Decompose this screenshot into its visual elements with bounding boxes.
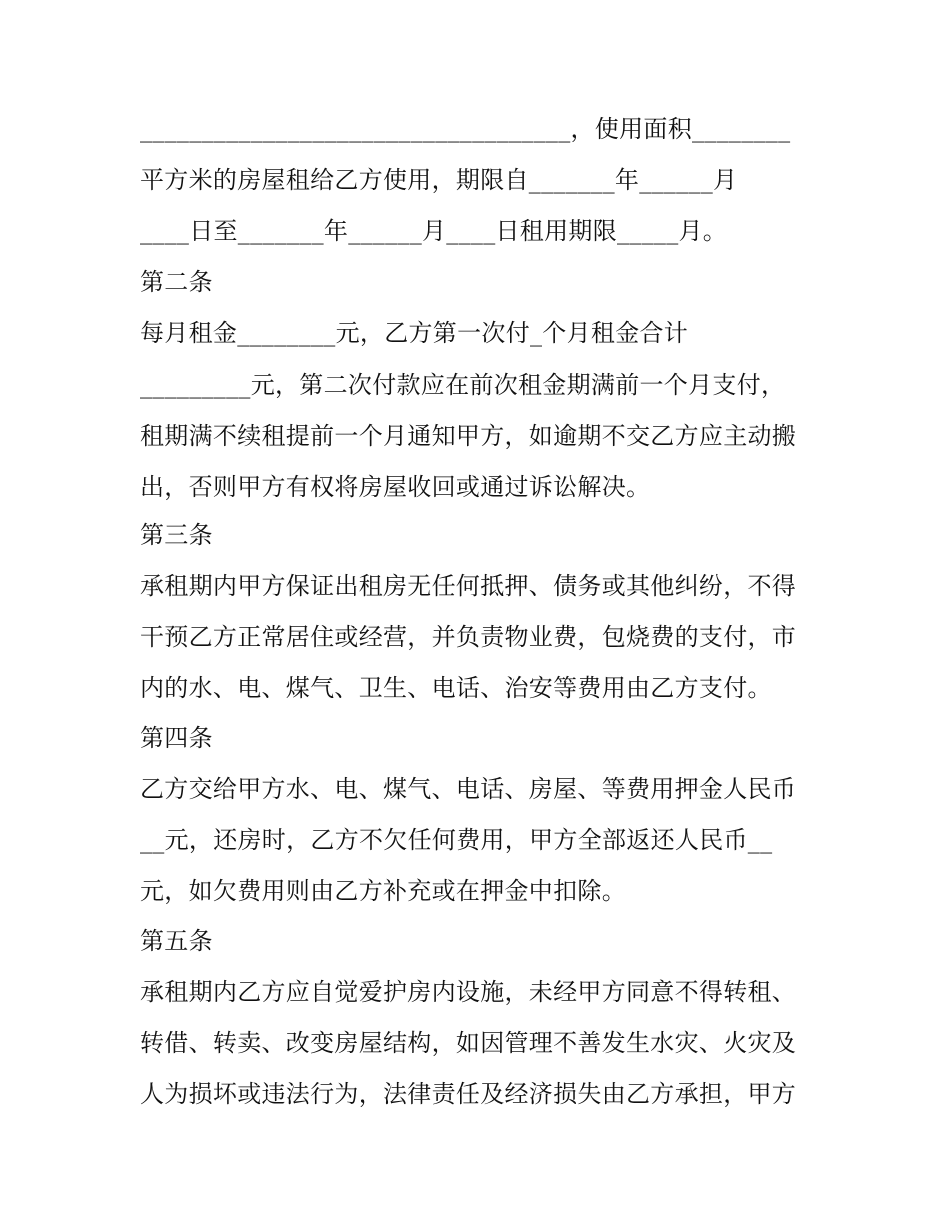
article-heading: 第五条 bbox=[140, 927, 213, 955]
text-line: _________元，第二次付款应在前次租金期满前一个月支付， bbox=[140, 371, 786, 399]
text-line: ____日至_______年______月____日租用期限_____月。 bbox=[140, 217, 728, 245]
text-line: 干预乙方正常居住或经营，并负责物业费，包烧费的支付，市 bbox=[140, 623, 797, 651]
text-line: 承租期内乙方应自觉爱护房内设施，未经甲方同意不得转租、 bbox=[140, 978, 797, 1006]
text-line: __元，还房时，乙方不欠任何费用，甲方全部返还人民币__ bbox=[140, 826, 773, 854]
text-line: 内的水、电、煤气、卫生、电话、治安等费用由乙方支付。 bbox=[140, 674, 772, 702]
text-line: 平方米的房屋租给乙方使用，期限自_______年______月 bbox=[140, 166, 738, 194]
text-line: 出，否则甲方有权将房屋收回或通过诉讼解决。 bbox=[140, 473, 651, 501]
text-line: ___________________________________，使用面积________ bbox=[140, 115, 791, 143]
article-heading: 第四条 bbox=[140, 724, 213, 752]
article-heading: 第二条 bbox=[140, 268, 213, 296]
text-line: 转借、转卖、改变房屋结构，如因管理不善发生水灾、火灾及 bbox=[140, 1029, 797, 1057]
article-heading: 第三条 bbox=[140, 521, 213, 549]
text-line: 租期满不续租提前一个月通知甲方，如逾期不交乙方应主动搬 bbox=[140, 422, 797, 450]
text-line: 人为损坏或违法行为，法律责任及经济损失由乙方承担，甲方 bbox=[140, 1080, 797, 1108]
text-line: 每月租金________元，乙方第一次付_个月租金合计 bbox=[140, 319, 689, 347]
text-line: 乙方交给甲方水、电、煤气、电话、房屋、等费用押金人民币 bbox=[140, 775, 797, 803]
text-line: 承租期内甲方保证出租房无任何抵押、债务或其他纠纷，不得 bbox=[140, 572, 797, 600]
text-line: 元，如欠费用则由乙方补充或在押金中扣除。 bbox=[140, 877, 626, 905]
